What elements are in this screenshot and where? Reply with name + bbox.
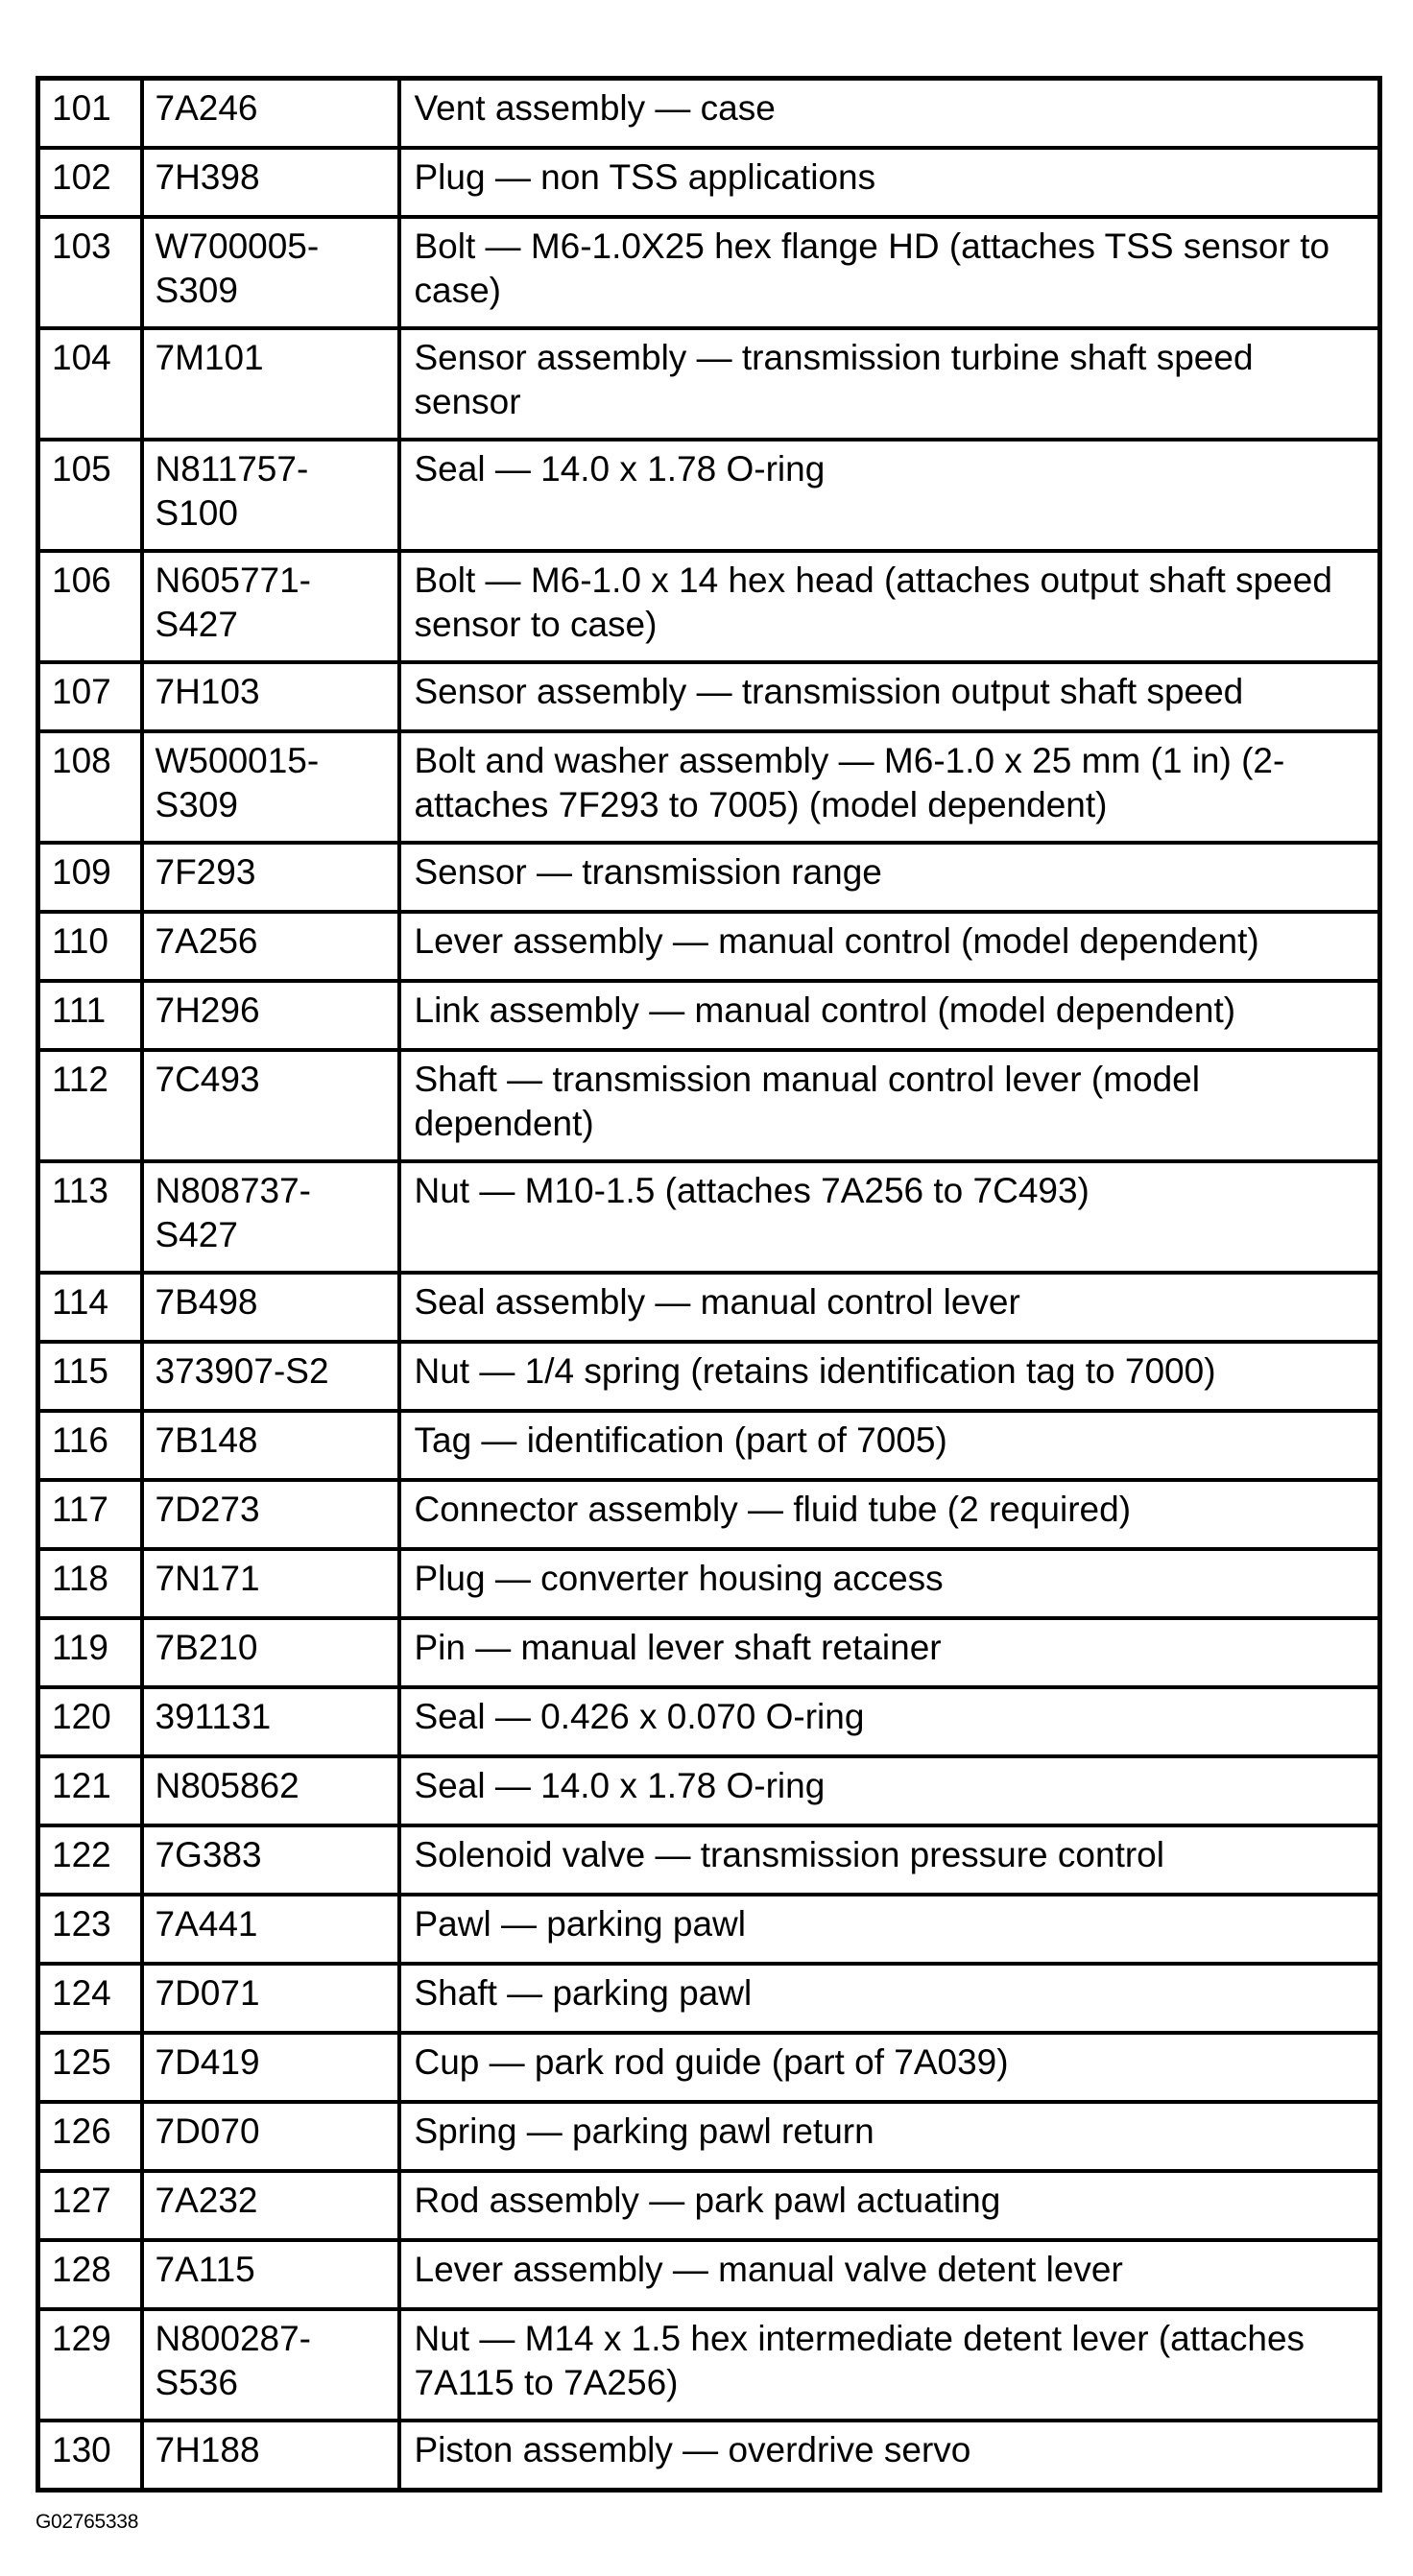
- table-row: [38, 1411, 1380, 1480]
- table-row: [38, 2421, 1380, 2491]
- item-number: 117: [38, 1480, 142, 1549]
- item-number: 122: [38, 1825, 142, 1895]
- table-row: [38, 79, 1380, 149]
- item-number: 114: [38, 1273, 142, 1342]
- table-row: [38, 551, 1380, 662]
- part-description: Tag — identification (part of 7005): [399, 1411, 1380, 1480]
- table-row: [38, 1273, 1380, 1342]
- item-number: 127: [38, 2171, 142, 2240]
- part-number: 7D273: [142, 1480, 399, 1549]
- part-number: 7A232: [142, 2171, 399, 2240]
- table-row: [38, 217, 1380, 328]
- part-description: Lever assembly — manual valve detent lever: [399, 2240, 1380, 2309]
- part-number: W700005-S309: [142, 217, 399, 328]
- part-number: 7A246: [142, 79, 399, 149]
- item-number: 111: [38, 981, 142, 1050]
- table-row: [38, 2102, 1380, 2171]
- item-number: 102: [38, 148, 142, 217]
- part-number: 7B498: [142, 1273, 399, 1342]
- part-description: Cup — park rod guide (part of 7A039): [399, 2033, 1380, 2102]
- part-number: 7D419: [142, 2033, 399, 2102]
- part-description: Shaft — transmission manual control lever (model dependent): [399, 1050, 1380, 1161]
- part-description: Bolt — M6-1.0 x 14 hex head (attaches output shaft speed sensor to case): [399, 551, 1380, 662]
- part-description: Sensor assembly — transmission output shaft speed: [399, 662, 1380, 731]
- table-row: [38, 1050, 1380, 1161]
- part-description: Plug — converter housing access: [399, 1549, 1380, 1618]
- table-row: [38, 1618, 1380, 1687]
- parts-table: [36, 76, 1382, 2493]
- part-number: 7A115: [142, 2240, 399, 2309]
- part-number: 7F293: [142, 843, 399, 912]
- part-description: Bolt and washer assembly — M6-1.0 x 25 mm (1 in) (2-attaches 7F293 to 7005) (model dependent): [399, 731, 1380, 843]
- item-number: 119: [38, 1618, 142, 1687]
- part-number: 7N171: [142, 1549, 399, 1618]
- table-row: [38, 1756, 1380, 1825]
- table-row: [38, 912, 1380, 981]
- part-number: N605771-S427: [142, 551, 399, 662]
- part-number: 7H398: [142, 148, 399, 217]
- parts-table-body: [38, 79, 1380, 2491]
- table-row: [38, 1964, 1380, 2033]
- part-number: 7H188: [142, 2421, 399, 2491]
- part-description: Solenoid valve — transmission pressure control: [399, 1825, 1380, 1895]
- part-description: Plug — non TSS applications: [399, 148, 1380, 217]
- part-number: 7D070: [142, 2102, 399, 2171]
- item-number: 128: [38, 2240, 142, 2309]
- part-number: W500015-S309: [142, 731, 399, 843]
- table-row: [38, 148, 1380, 217]
- table-row: [38, 1549, 1380, 1618]
- item-number: 106: [38, 551, 142, 662]
- table-row: [38, 1687, 1380, 1756]
- part-number: 7A441: [142, 1895, 399, 1964]
- item-number: 126: [38, 2102, 142, 2171]
- part-number: N811757-S100: [142, 440, 399, 551]
- part-description: Seal — 14.0 x 1.78 O-ring: [399, 1756, 1380, 1825]
- item-number: 105: [38, 440, 142, 551]
- part-description: Piston assembly — overdrive servo: [399, 2421, 1380, 2491]
- table-row: [38, 843, 1380, 912]
- part-description: Seal — 14.0 x 1.78 O-ring: [399, 440, 1380, 551]
- part-description: Link assembly — manual control (model dependent): [399, 981, 1380, 1050]
- item-number: 110: [38, 912, 142, 981]
- part-number: 7H103: [142, 662, 399, 731]
- figure-code: G02765338: [36, 2511, 139, 2533]
- table-row: [38, 2171, 1380, 2240]
- item-number: 125: [38, 2033, 142, 2102]
- part-description: Sensor — transmission range: [399, 843, 1380, 912]
- table-row: [38, 1480, 1380, 1549]
- item-number: 101: [38, 79, 142, 149]
- part-description: Nut — 1/4 spring (retains identification tag to 7000): [399, 1342, 1380, 1411]
- item-number: 124: [38, 1964, 142, 2033]
- part-number: 7M101: [142, 328, 399, 440]
- item-number: 121: [38, 1756, 142, 1825]
- part-description: Rod assembly — park pawl actuating: [399, 2171, 1380, 2240]
- part-description: Bolt — M6-1.0X25 hex flange HD (attaches TSS sensor to case): [399, 217, 1380, 328]
- part-number: 7A256: [142, 912, 399, 981]
- table-row: [38, 1825, 1380, 1895]
- part-number: 7G383: [142, 1825, 399, 1895]
- part-description: Pin — manual lever shaft retainer: [399, 1618, 1380, 1687]
- table-row: [38, 731, 1380, 843]
- part-number: 373907-S2: [142, 1342, 399, 1411]
- item-number: 112: [38, 1050, 142, 1161]
- item-number: 116: [38, 1411, 142, 1480]
- table-row: [38, 1161, 1380, 1273]
- item-number: 118: [38, 1549, 142, 1618]
- table-row: [38, 1895, 1380, 1964]
- item-number: 115: [38, 1342, 142, 1411]
- table-row: [38, 328, 1380, 440]
- part-description: Pawl — parking pawl: [399, 1895, 1380, 1964]
- part-description: Seal assembly — manual control lever: [399, 1273, 1380, 1342]
- table-row: [38, 662, 1380, 731]
- part-description: Sensor assembly — transmission turbine shaft speed sensor: [399, 328, 1380, 440]
- item-number: 109: [38, 843, 142, 912]
- part-number: 7H296: [142, 981, 399, 1050]
- item-number: 123: [38, 1895, 142, 1964]
- part-number: N808737-S427: [142, 1161, 399, 1273]
- part-description: Nut — M10-1.5 (attaches 7A256 to 7C493): [399, 1161, 1380, 1273]
- item-number: 120: [38, 1687, 142, 1756]
- part-description: Seal — 0.426 x 0.070 O-ring: [399, 1687, 1380, 1756]
- table-row: [38, 2309, 1380, 2421]
- part-number: 7C493: [142, 1050, 399, 1161]
- part-description: Shaft — parking pawl: [399, 1964, 1380, 2033]
- part-number: 391131: [142, 1687, 399, 1756]
- item-number: 113: [38, 1161, 142, 1273]
- table-row: [38, 1342, 1380, 1411]
- item-number: 108: [38, 731, 142, 843]
- part-description: Connector assembly — fluid tube (2 required): [399, 1480, 1380, 1549]
- table-row: [38, 440, 1380, 551]
- item-number: 103: [38, 217, 142, 328]
- part-description: Nut — M14 x 1.5 hex intermediate detent lever (attaches 7A115 to 7A256): [399, 2309, 1380, 2421]
- table-row: [38, 981, 1380, 1050]
- part-number: 7B148: [142, 1411, 399, 1480]
- part-number: 7D071: [142, 1964, 399, 2033]
- table-row: [38, 2240, 1380, 2309]
- part-description: Spring — parking pawl return: [399, 2102, 1380, 2171]
- part-description: Vent assembly — case: [399, 79, 1380, 149]
- part-number: 7B210: [142, 1618, 399, 1687]
- table-row: [38, 2033, 1380, 2102]
- item-number: 129: [38, 2309, 142, 2421]
- part-description: Lever assembly — manual control (model dependent): [399, 912, 1380, 981]
- item-number: 104: [38, 328, 142, 440]
- part-number: N805862: [142, 1756, 399, 1825]
- item-number: 107: [38, 662, 142, 731]
- item-number: 130: [38, 2421, 142, 2491]
- part-number: N800287-S536: [142, 2309, 399, 2421]
